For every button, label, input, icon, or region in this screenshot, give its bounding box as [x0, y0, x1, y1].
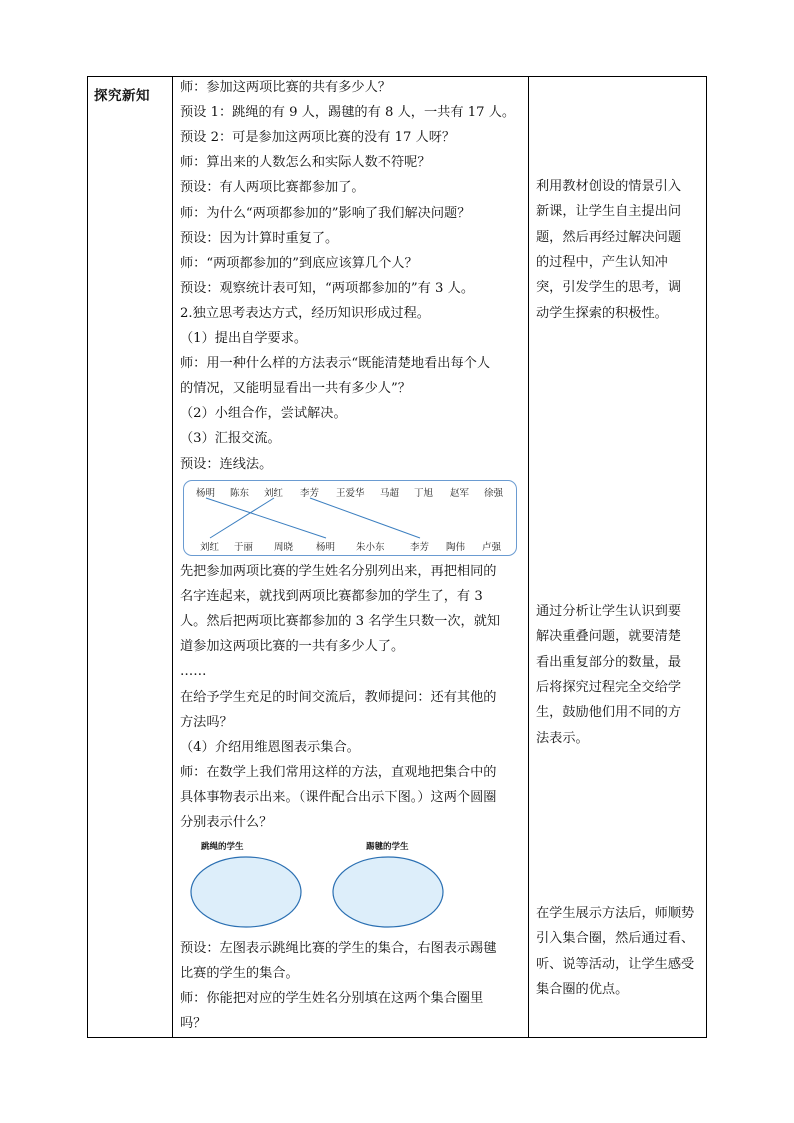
venn-label-right: 踢毽的学生: [366, 842, 409, 852]
section-column: [88, 77, 174, 1037]
top-name: 丁旭: [414, 488, 434, 499]
top-name: 王爱华: [336, 488, 365, 499]
text-line: ……: [180, 664, 207, 680]
text-line: 解决重叠问题，就要清楚: [536, 629, 682, 645]
text-line: 师：“两项都参加的”到底应该算几个人？: [180, 255, 418, 271]
text-line: 先把参加两项比赛的学生姓名分别列出来，再把相同的: [180, 564, 497, 579]
text-line: 引入集合圈，然后通过看、: [536, 931, 695, 947]
text-line: 生，鼓励他们用不同的方: [536, 705, 682, 721]
top-name: 马超: [380, 488, 400, 499]
top-name: 陈东: [230, 488, 250, 499]
name-matching-diagram: [183, 480, 517, 556]
text-line: （2）小组合作，尝试解决。: [180, 406, 347, 422]
text-line: 后将探究过程完全交给学: [536, 679, 682, 695]
column-divider-2: [528, 77, 529, 1037]
top-name: 赵军: [450, 488, 470, 499]
text-line: 新课，让学生自主提出问: [536, 204, 682, 220]
text-line: 分别表示什么？: [180, 815, 273, 830]
text-line: 突，引发学生的思考，调: [536, 280, 682, 296]
text-line: 在学生展示方法后，师顺势: [536, 906, 695, 921]
text-line: 人。然后把两项比赛都参加的 3 名学生只数一次，就知: [180, 614, 501, 630]
text-line: （1）提出自学要求。: [180, 331, 308, 346]
text-line: 集合圈的优点。: [536, 981, 629, 997]
venn-circles: [186, 838, 456, 933]
top-name: 杨明: [196, 488, 216, 499]
text-line: 师：用一种什么样的方法表示“既能清楚地看出每个人: [180, 356, 491, 372]
text-line: 动学生探索的积极性。: [536, 305, 668, 321]
text-line: 利用教材创设的情景引入: [536, 179, 682, 194]
text-line: 比赛的学生的集合。: [180, 966, 299, 982]
venn-set-right: [333, 857, 443, 927]
bottom-name: 周晓: [274, 542, 294, 553]
text-line: 道参加这两项比赛的一共有多少人了。: [180, 639, 405, 655]
text-line: 预设 2：可是参加这两项比赛的没有 17 人呀？: [180, 130, 456, 146]
bottom-name: 杨明: [316, 542, 336, 553]
text-line: 听、说等活动，让学生感受: [536, 956, 695, 972]
text-line: 的情况，又能明显看出一共有多少人”？: [180, 381, 411, 397]
text-line: （4）介绍用维恩图表示集合。: [180, 739, 360, 755]
text-line: 吗？: [180, 1016, 207, 1032]
bottom-name: 于丽: [234, 542, 254, 553]
bottom-name: 李芳: [410, 542, 430, 553]
top-name: 刘红: [264, 488, 284, 499]
text-line: 通过分析让学生认识到要: [536, 604, 682, 619]
text-line: 的过程中，产生认知冲: [536, 254, 668, 270]
bottom-name: 陶伟: [446, 542, 466, 553]
venn-set-left: [191, 857, 301, 927]
text-line: 预设：因为计算时重复了。: [180, 230, 339, 246]
text-line: 师：算出来的人数怎么和实际人数不符呢？: [180, 155, 431, 171]
text-line: 预设：观察统计表可知，“两项都参加的”有 3 人。: [180, 280, 475, 296]
text-line: 法表示。: [536, 730, 589, 746]
bottom-name: 刘红: [200, 542, 220, 553]
top-name: 徐强: [484, 488, 504, 499]
text-line: 预设 1：跳绳的有 9 人，踢毽的有 8 人，一共有 17 人。: [180, 105, 516, 121]
text-line: 题，然后再经过解决问题: [536, 229, 682, 245]
text-line: 2.独立思考表达方式，经历知识形成过程。: [180, 305, 430, 321]
bottom-name: 卢强: [482, 542, 502, 553]
top-name: 李芳: [300, 488, 320, 499]
text-line: 预设：连线法。: [180, 456, 273, 472]
section-title: 探究新知: [94, 88, 150, 104]
text-line: 方法吗？: [180, 714, 233, 730]
text-line: 师：参加这两项比赛的共有多少人？: [180, 80, 391, 95]
text-line: 看出重复部分的数量，最: [536, 654, 682, 670]
text-line: （3）汇报交流。: [180, 431, 281, 447]
text-line: 具体事物表示出来。（课件配合出示下图。）这两个圆圈: [180, 789, 497, 805]
text-line: 师：在数学上我们常用这样的方法，直观地把集合中的: [180, 764, 497, 780]
venn-diagram: [186, 838, 456, 933]
match-link-line: [206, 498, 326, 538]
text-line: 师：为什么“两项都参加的”影响了我们解决问题？: [180, 205, 471, 221]
text-line: 预设：左图表示跳绳比赛的学生的集合，右图表示踢毽: [180, 941, 497, 956]
text-line: 预设：有人两项比赛都参加了。: [180, 180, 365, 196]
venn-label-left: 跳绳的学生: [201, 842, 244, 852]
match-link-line: [310, 498, 420, 538]
text-line: 师：你能把对应的学生姓名分别填在这两个集合圈里: [180, 991, 484, 1007]
text-line: 在给予学生充足的时间交流后，教师提问：还有其他的: [180, 689, 497, 705]
match-link-line: [210, 498, 274, 538]
text-line: 名字连起来，就找到两项比赛都参加的学生了，有 3: [180, 589, 483, 605]
bottom-name: 朱小东: [356, 542, 385, 553]
